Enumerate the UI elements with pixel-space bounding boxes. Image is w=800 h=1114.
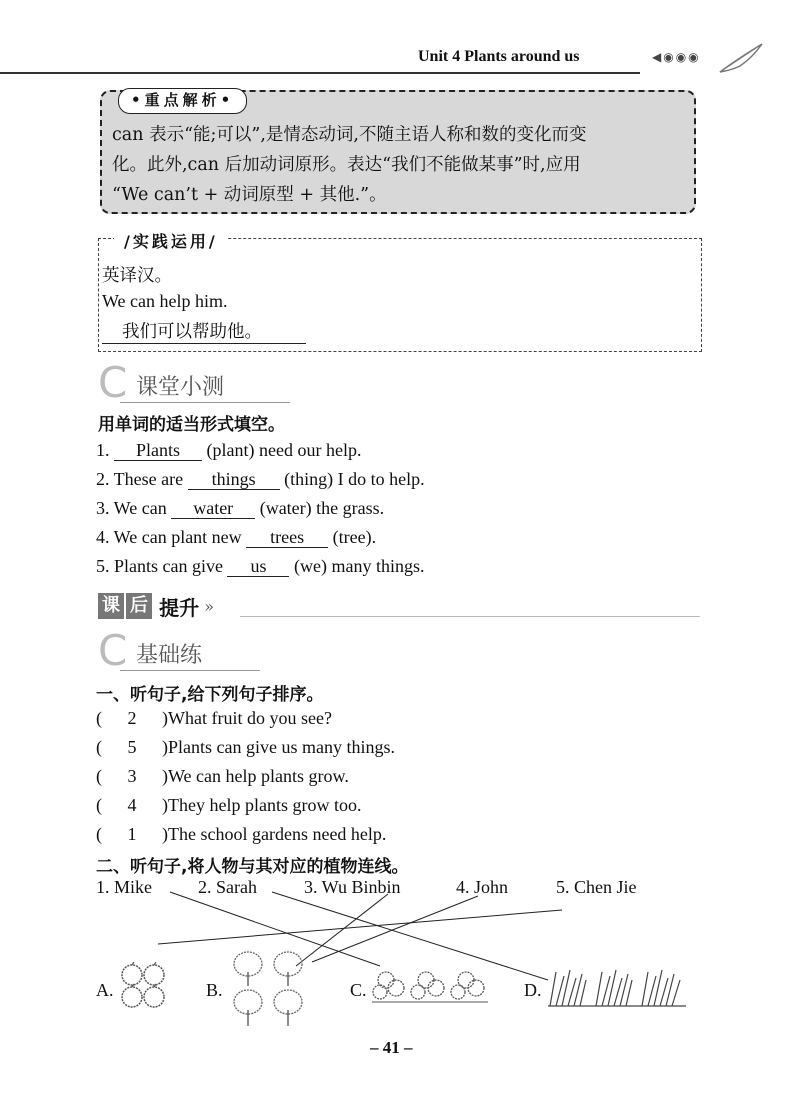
order-item: ( 1 )The school gardens need help. xyxy=(96,824,387,844)
apples-icon xyxy=(118,962,168,1010)
section-c-icon: C xyxy=(98,358,128,407)
practice-sentence: We can help him. xyxy=(102,291,228,311)
page-number: – 41 – xyxy=(370,1038,413,1057)
person-name: 4. John xyxy=(456,877,509,897)
quiz-item-suffix: (water) the grass. xyxy=(259,498,385,518)
quiz-answer: Plants xyxy=(114,440,202,461)
quiz-item-prefix: 1. xyxy=(96,440,110,460)
order-sentence: The school gardens need help. xyxy=(168,824,387,844)
quiz-item-prefix: 2. These are xyxy=(96,469,184,489)
order-item: ( 3 )We can help plants grow. xyxy=(96,766,349,786)
quiz-item-prefix: 4. We can plant new xyxy=(96,527,242,547)
note-line: can 表示“能;可以”,是情态动词,不随主语人称和数的变化而变 xyxy=(112,125,587,145)
quiz-answer: water xyxy=(171,498,255,519)
double-arrow-icon: » xyxy=(204,597,214,616)
person-name: 5. Chen Jie xyxy=(556,877,637,897)
quiz-item-suffix: (thing) I do to help. xyxy=(284,469,425,489)
after-class-box: 课 xyxy=(98,593,124,619)
trees-icon xyxy=(228,948,312,1030)
note-line: 化。此外,can 后加动词原形。表达“我们不能做某事”时,应用 xyxy=(112,155,581,175)
practice-tag-label: 实践运用 xyxy=(132,232,209,251)
option-label: A. xyxy=(96,980,114,1000)
order-sentence: They help plants grow too. xyxy=(168,795,362,815)
tag-dot-icon: • xyxy=(131,91,145,109)
order-item: ( 4 )They help plants grow too. xyxy=(96,795,362,815)
order-number: 3 xyxy=(127,766,137,786)
match-line-chenjie xyxy=(158,910,562,944)
order-number: 1 xyxy=(127,824,137,844)
key-analysis-label: 重点解析 xyxy=(144,91,221,109)
quiz-item-suffix: (tree). xyxy=(332,527,377,547)
quiz-answer: us xyxy=(227,556,289,577)
tag-dot-icon: • xyxy=(220,91,235,109)
grass-icon xyxy=(546,966,688,1008)
order-sentence: We can help plants grow. xyxy=(168,766,349,786)
part2-title: 二、听句子,将人物与其对应的植物连线。 xyxy=(96,857,409,877)
flowers-icon xyxy=(372,966,488,1006)
option-label: C. xyxy=(350,980,367,1000)
quiz-answer: things xyxy=(188,469,280,490)
section-c-icon: C xyxy=(98,626,128,675)
person-name: 1. Mike xyxy=(96,877,152,897)
practice-instruction: 英译汉。 xyxy=(102,266,172,286)
person-name: 3. Wu Binbin xyxy=(304,877,401,897)
basic-heading: 基础练 xyxy=(136,643,203,668)
option-label: D. xyxy=(524,980,542,1000)
order-sentence: Plants can give us many things. xyxy=(168,737,395,757)
quiz-item-prefix: 5. Plants can give xyxy=(96,556,223,576)
practice-tag: /实践运用/ xyxy=(114,229,228,252)
quiz-item-suffix: (plant) need our help. xyxy=(206,440,362,460)
order-item: ( 2 )What fruit do you see? xyxy=(96,708,332,728)
practice-answer: 我们可以帮助他。 xyxy=(102,318,306,344)
quiz-item-prefix: 3. We can xyxy=(96,498,167,518)
quiz-heading: 课堂小测 xyxy=(136,375,225,400)
quiz-item-suffix: (we) many things. xyxy=(293,556,425,576)
note-line: “We can’t + 动词原型 + 其他.”。 xyxy=(112,185,387,205)
option-label: B. xyxy=(206,980,223,1000)
order-number: 5 xyxy=(127,737,137,757)
page-header-title: Unit 4 Plants around us xyxy=(418,48,580,65)
person-name: 2. Sarah xyxy=(198,877,257,897)
order-sentence: What fruit do you see? xyxy=(168,708,332,728)
order-number: 4 xyxy=(127,795,137,815)
part1-title: 一、听句子,给下列句子排序。 xyxy=(96,685,324,705)
after-class-title: 提升 xyxy=(159,596,200,620)
after-class-box: 后 xyxy=(126,593,152,619)
order-item: ( 5 )Plants can give us many things. xyxy=(96,737,395,757)
order-number: 2 xyxy=(127,708,137,728)
quiz-instruction: 用单词的适当形式填空。 xyxy=(98,415,285,435)
quiz-answer: trees xyxy=(246,527,328,548)
header-arrow-dots-icon: ◀◉◉◉ xyxy=(652,50,701,64)
